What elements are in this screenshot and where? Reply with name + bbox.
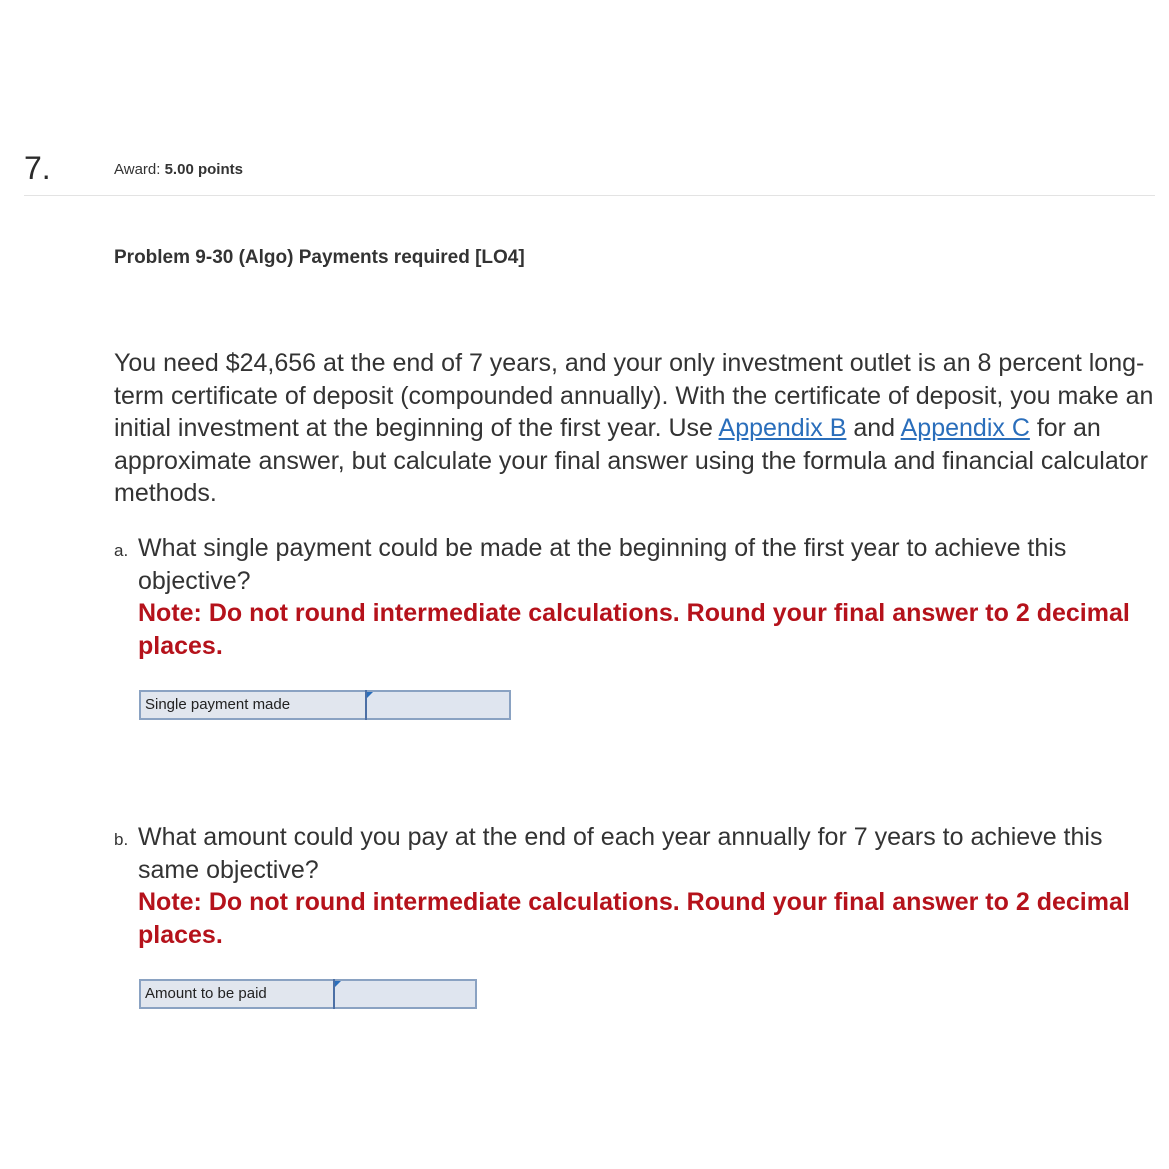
header-divider <box>24 195 1155 196</box>
part-a-letter: a. <box>114 541 129 560</box>
part-b-note: Note: Do not round intermediate calculations. Round your final answer to 2 decimal places. <box>138 888 1130 949</box>
amount-to-be-paid-input[interactable] <box>336 983 474 1005</box>
intro-text-and: and <box>846 414 901 442</box>
part-a <box>114 532 1159 662</box>
intro-text-start: You need $24,656 at the end of 7 years, and your only investment outlet is an 8 percent long-term certificate of deposit (compounded annually). With the certificate of deposit, you make an initial investment at the beginning of the first year. Use <box>114 349 1154 442</box>
award-label: Award: <box>114 161 161 178</box>
single-payment-input[interactable] <box>368 694 508 716</box>
part-b-answer-label: Amount to be paid <box>140 980 334 1008</box>
part-b-body <box>138 821 1159 951</box>
part-b-question: What amount could you pay at the end of each year annually for 7 years to achieve this same objective? <box>138 823 1103 884</box>
part-b <box>114 821 1159 951</box>
problem-intro <box>114 347 1159 510</box>
input-flag-icon <box>367 692 373 698</box>
appendix-b-link[interactable]: Appendix B <box>718 414 847 442</box>
part-a-body <box>138 532 1159 662</box>
part-a-answer-label: Single payment made <box>140 691 366 719</box>
award-info <box>114 160 243 180</box>
part-b-letter: b. <box>114 830 129 849</box>
intro-text-end: for an approximate answer, but calculate your final answer using the formula and financial calculator methods. <box>114 414 1148 507</box>
part-a-answer-cell <box>366 691 510 719</box>
appendix-c-link[interactable]: Appendix C <box>900 414 1030 442</box>
award-points: 5.00 points <box>164 161 243 178</box>
question-number: 7. <box>24 150 51 186</box>
input-flag-icon <box>335 981 341 987</box>
part-a-answer-table <box>139 690 511 720</box>
problem-title: Problem 9-30 (Algo) Payments required [LO4] <box>114 247 525 268</box>
part-b-answer-cell <box>334 980 476 1008</box>
part-a-question: What single payment could be made at the beginning of the first year to achieve this objective? <box>138 534 1067 595</box>
part-b-answer-table <box>139 979 477 1009</box>
part-a-note: Note: Do not round intermediate calculations. Round your final answer to 2 decimal places. <box>138 599 1130 660</box>
